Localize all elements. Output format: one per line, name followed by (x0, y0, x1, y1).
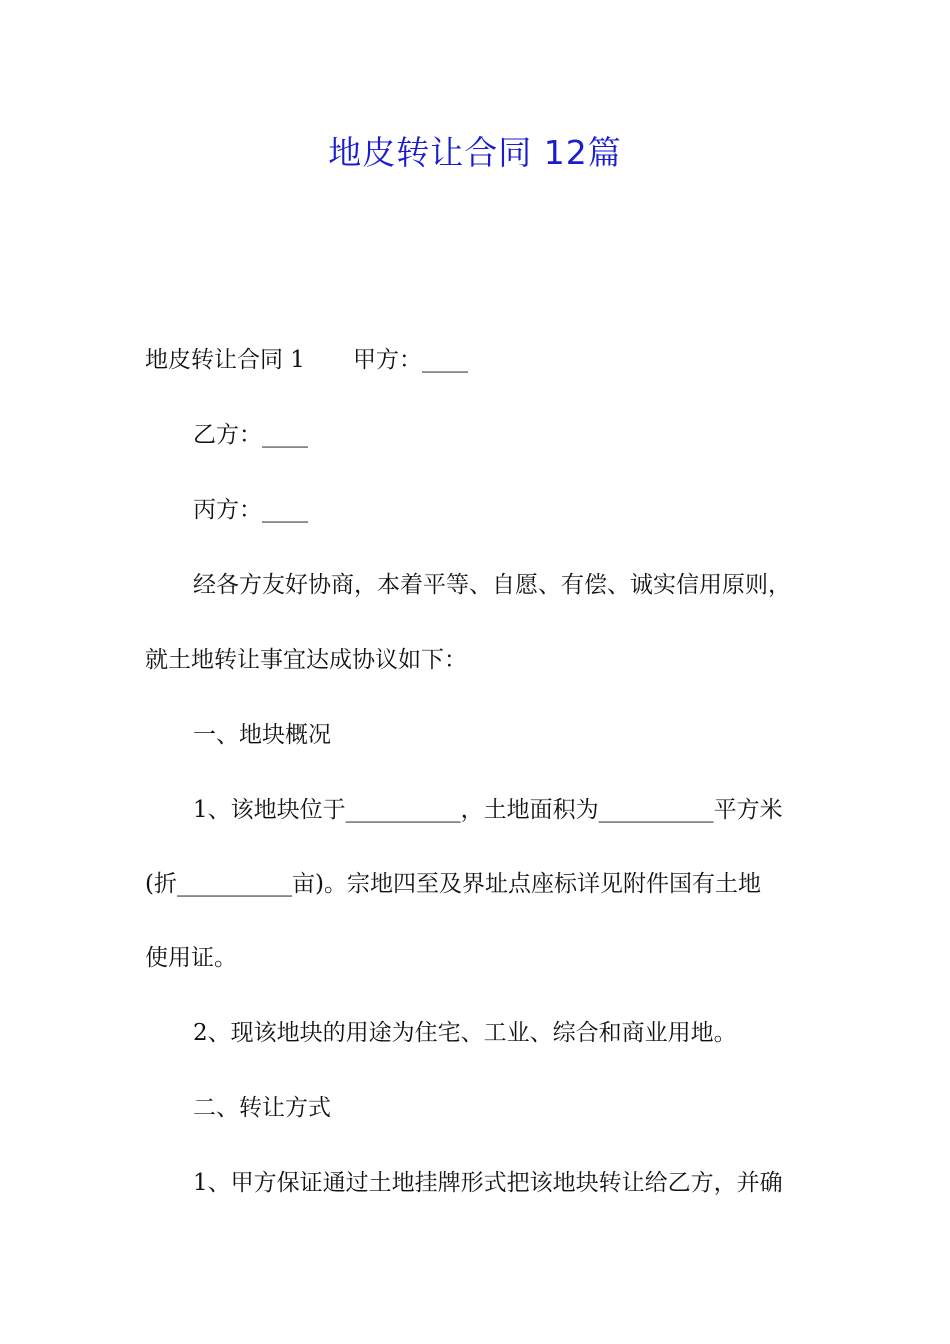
intro-paragraph-line-1: 经各方友好协商，本着平等、自愿、有偿、诚实信用原则， (193, 572, 791, 598)
item-3-line-1: 1、甲方保证通过土地挂牌形式把该地块转让给乙方，并确 (193, 1170, 783, 1196)
item-1-line-1: 1、该地块位于__________，土地面积为__________平方米 (193, 797, 783, 823)
section-1-title: 一、地块概况 (193, 722, 331, 748)
party-c: 丙方：____ (193, 497, 308, 523)
section-2-title: 二、转让方式 (193, 1095, 331, 1121)
party-a: 甲方：____ (352, 347, 468, 373)
intro-paragraph-line-2: 就土地转让事宜达成协议如下： (145, 647, 467, 673)
item-1-line-3: 使用证。 (145, 945, 237, 971)
contract-heading-row (145, 340, 468, 380)
document-title: 地皮转让合同 12篇 (328, 133, 622, 172)
contract-heading: 地皮转让合同 1 (145, 347, 305, 373)
item-1-line-2: (折__________亩)。宗地四至及界址点座标详见附件国有土地 (145, 871, 761, 897)
item-2: 2、现该地块的用途为住宅、工业、综合和商业用地。 (193, 1020, 737, 1046)
party-b: 乙方：____ (193, 422, 308, 448)
